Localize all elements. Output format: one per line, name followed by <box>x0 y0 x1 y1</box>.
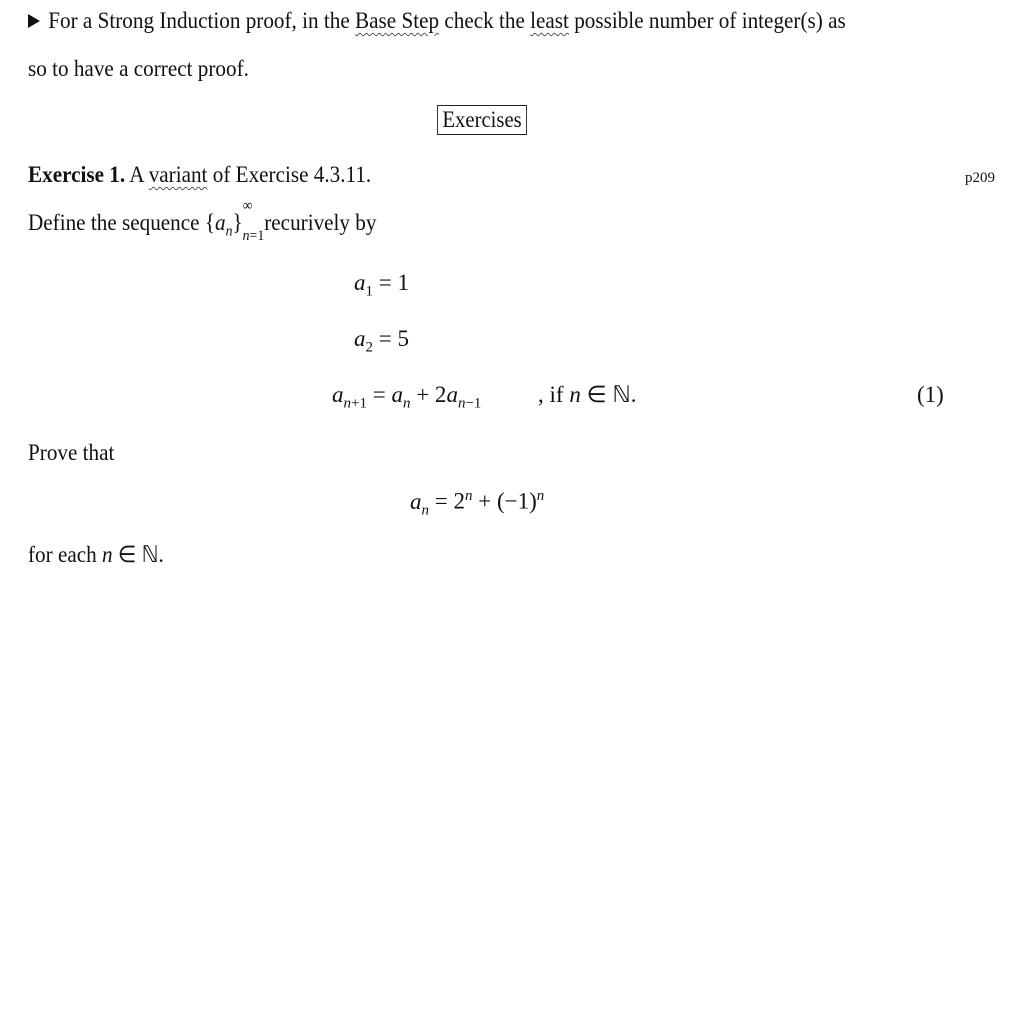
section-label-exercises: Exercises <box>437 105 527 135</box>
closed-form-equation: $a_n = 2^n + (-1)^n$ <box>410 488 545 519</box>
note-text: possible number of integer(s) as <box>568 8 846 33</box>
define-line <box>28 198 377 244</box>
triangle-bullet-icon <box>28 14 40 28</box>
emphasis-base-step: Base Step <box>355 8 440 33</box>
title-text: of Exercise 4.3.11. <box>207 162 372 187</box>
recurrence-condition: , if n ∈ ℕ. <box>538 382 637 407</box>
exercise-title <box>28 162 371 188</box>
note-text: For a Strong Induction proof, in the <box>48 8 356 33</box>
exercise-number: Exercise 1. <box>28 162 126 187</box>
recurrence-equation: $a_{n+1} = a_n + 2a_{n-1}$ <box>332 382 482 412</box>
note-text: check the <box>439 8 531 33</box>
note-line-1 <box>28 8 846 34</box>
emphasis-least: least <box>530 8 569 33</box>
define-text: recurively by <box>264 210 377 235</box>
prove-label: Prove that <box>28 440 115 465</box>
page-reference: p209 <box>965 170 995 186</box>
emphasis-variant: variant <box>148 162 208 187</box>
equation-a2: $a_2 = 5$ <box>354 326 409 356</box>
equation-number: (1) <box>917 382 944 407</box>
define-text: Define the sequence <box>28 210 205 235</box>
note-line-2: so to have a correct proof. <box>28 56 249 81</box>
equation-a1: $a_1 = 1$ <box>354 270 409 300</box>
sequence-notation: $\{a_n\}$ ∞ $_{n=1}$ <box>204 198 265 244</box>
for-each-line: for each n ∈ ℕ. <box>28 542 164 567</box>
title-text: A <box>125 162 149 187</box>
